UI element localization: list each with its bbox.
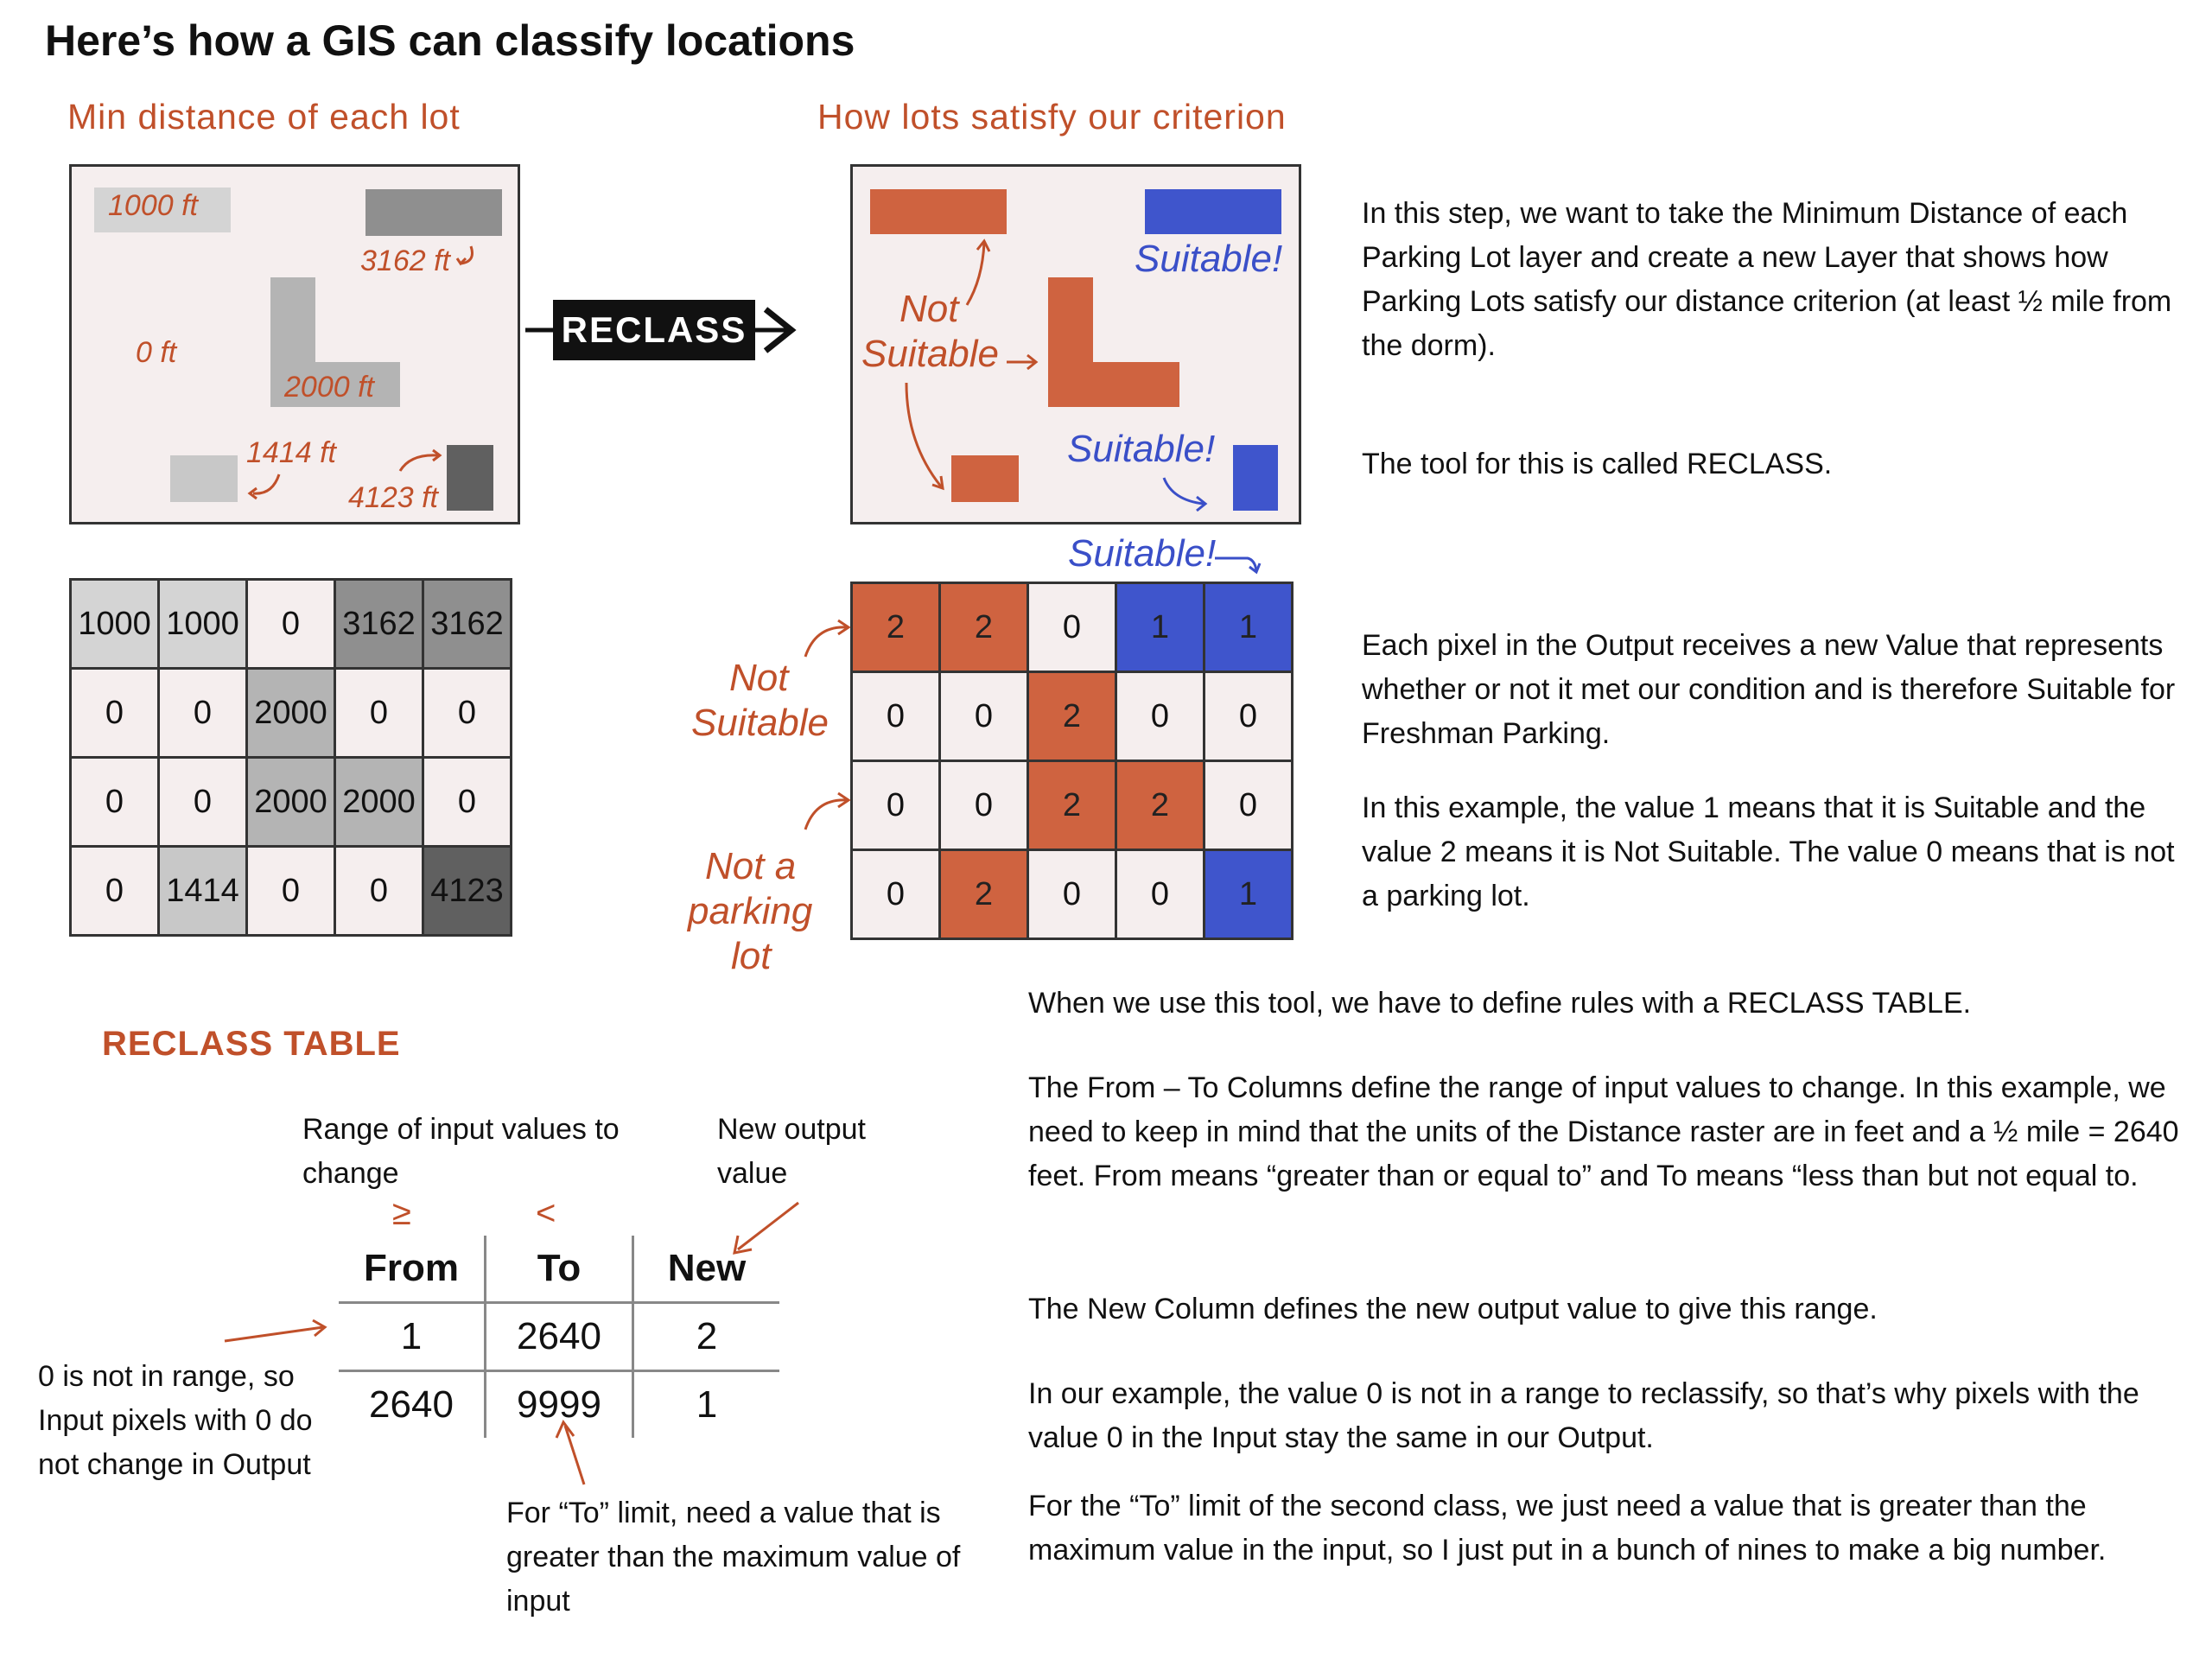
lot-1000-label: 1000 ft bbox=[108, 189, 198, 222]
input-grid-cell: 0 bbox=[247, 580, 335, 669]
output-grid-cell: 1 bbox=[1205, 850, 1293, 939]
input-grid bbox=[69, 578, 512, 937]
input-grid-cell: 1000 bbox=[71, 580, 159, 669]
input-grid-cell: 0 bbox=[159, 758, 247, 847]
input-grid-cell: 0 bbox=[71, 758, 159, 847]
new-output-note: New output value bbox=[717, 1113, 866, 1190]
output-grid-row bbox=[852, 583, 1293, 672]
header-to: To bbox=[486, 1236, 633, 1303]
output-grid-cell: 0 bbox=[852, 672, 940, 761]
lot-4123-label: 4123 ft bbox=[348, 481, 438, 514]
grid-not-label: Not bbox=[729, 657, 789, 699]
output-grid-cell: 0 bbox=[852, 761, 940, 850]
grid-parking-label: parking bbox=[688, 890, 813, 932]
lot-0-label: 0 ft bbox=[136, 336, 177, 369]
left-heading: Min distance of each lot bbox=[67, 97, 461, 137]
input-grid-cell: 0 bbox=[71, 669, 159, 758]
not-label: Not bbox=[899, 288, 959, 330]
output-grid-cell: 0 bbox=[1205, 672, 1293, 761]
output-grid-cell: 0 bbox=[1205, 761, 1293, 850]
input-grid-cell: 0 bbox=[423, 758, 512, 847]
suitable-label-top: Suitable! bbox=[1135, 238, 1283, 280]
output-grid-cell: 0 bbox=[852, 850, 940, 939]
paragraph-pixel: Each pixel in the Output receives a new Value that represents whether or not it met our condition and is therefore Suitable for Freshman Parking. bbox=[1362, 629, 2176, 750]
header-from: From bbox=[339, 1236, 486, 1303]
right-heading: How lots satisfy our criterion bbox=[817, 97, 1287, 137]
output-grid-row bbox=[852, 761, 1293, 850]
paragraph-new-column: The New Column defines the new output value to give this range. bbox=[1028, 1293, 1878, 1325]
lt-symbol: < bbox=[536, 1194, 556, 1232]
output-grid-cell: 0 bbox=[1116, 672, 1205, 761]
output-grid-cell: 0 bbox=[1028, 583, 1116, 672]
row2-from: 2640 bbox=[339, 1371, 486, 1439]
row1-from: 1 bbox=[339, 1303, 486, 1371]
input-grid-cell: 4123 bbox=[423, 847, 512, 936]
paragraph-tool: The tool for this is called RECLASS. bbox=[1362, 448, 1833, 480]
lot-1414-label: 1414 ft bbox=[246, 436, 336, 469]
grid-label-arrows bbox=[795, 613, 855, 838]
output-grid-cell: 2 bbox=[940, 850, 1028, 939]
lot-3162-label: 3162 ft bbox=[360, 245, 450, 277]
paragraph-to-limit: For the “To” limit of the second class, we just need a value that is greater than the maximum value in the input, so I just put in a bunch of nines to make a big number. bbox=[1028, 1490, 2107, 1567]
output-grid-cell: 1 bbox=[1205, 583, 1293, 672]
input-grid-row bbox=[71, 847, 512, 936]
row2-to: 9999 bbox=[486, 1371, 633, 1439]
reclass-button[interactable]: RECLASS bbox=[553, 300, 755, 360]
output-grid-cell: 0 bbox=[1028, 850, 1116, 939]
row1-new: 2 bbox=[633, 1303, 780, 1371]
output-grid-cell: 1 bbox=[1116, 583, 1205, 672]
input-grid-row bbox=[71, 669, 512, 758]
input-grid-cell: 0 bbox=[247, 847, 335, 936]
output-grid-cell: 2 bbox=[1116, 761, 1205, 850]
output-grid-cell: 0 bbox=[940, 761, 1028, 850]
suitable-label-mid: Suitable! bbox=[1067, 428, 1216, 470]
grid-lot-label: lot bbox=[731, 935, 772, 977]
suitable-word-label: Suitable bbox=[861, 333, 1000, 375]
output-grid-cell: 0 bbox=[940, 672, 1028, 761]
input-map-arrows bbox=[72, 167, 518, 522]
input-grid-cell: 2000 bbox=[247, 758, 335, 847]
output-grid-cell: 2 bbox=[852, 583, 940, 672]
grid-not-a-label: Not a bbox=[705, 845, 797, 887]
input-map-panel bbox=[69, 164, 520, 524]
to-limit-note: For “To” limit, need a value that is greater than the maximum value of input bbox=[506, 1497, 961, 1618]
reclass-table-heading: RECLASS TABLE bbox=[102, 1025, 401, 1063]
output-map-panel bbox=[850, 164, 1301, 524]
page-title: Here’s how a GIS can classify locations bbox=[45, 16, 855, 65]
input-grid-cell: 3162 bbox=[423, 580, 512, 669]
paragraph-rules: When we use this tool, we have to define rules with a RECLASS TABLE. bbox=[1028, 987, 1972, 1020]
row2-new: 1 bbox=[696, 1383, 718, 1426]
range-note: Range of input values to change bbox=[302, 1113, 620, 1190]
ge-symbol: ≥ bbox=[392, 1194, 411, 1232]
input-grid-row bbox=[71, 580, 512, 669]
input-grid-cell: 0 bbox=[335, 847, 423, 936]
input-grid-cell: 0 bbox=[423, 669, 512, 758]
input-grid-cell: 1000 bbox=[159, 580, 247, 669]
suitable-above-grid: Suitable! bbox=[1068, 532, 1217, 575]
input-grid-cell: 1414 bbox=[159, 847, 247, 936]
zero-note: 0 is not in range, so Input pixels with 0 do not change in Output bbox=[38, 1360, 313, 1481]
output-grid-row bbox=[852, 850, 1293, 939]
output-grid-cell: 2 bbox=[1028, 761, 1116, 850]
output-grid-cell: 0 bbox=[1116, 850, 1205, 939]
input-grid-cell: 2000 bbox=[247, 669, 335, 758]
input-grid-cell: 3162 bbox=[335, 580, 423, 669]
input-grid-row bbox=[71, 758, 512, 847]
output-grid bbox=[850, 582, 1294, 940]
input-grid-cell: 0 bbox=[335, 669, 423, 758]
paragraph-step: In this step, we want to take the Minimum Distance of each Parking Lot layer and create a new Layer that shows how Parking Lots satisfy our distance criterion (at least ½ mile from the dorm). bbox=[1362, 197, 2172, 362]
input-grid-cell: 2000 bbox=[335, 758, 423, 847]
lot-2000-label: 2000 ft bbox=[284, 371, 374, 404]
suitable-above-arrow bbox=[1213, 544, 1265, 579]
paragraph-values: In this example, the value 1 means that it is Suitable and the value 2 means it is Not Suitable. The value 0 means that is not a parking lot. bbox=[1362, 791, 2175, 912]
paragraph-zero: In our example, the value 0 is not in a range to reclassify, so that’s why pixels with the value 0 in the Input stay the same in our Output. bbox=[1028, 1377, 2139, 1454]
input-grid-cell: 0 bbox=[71, 847, 159, 936]
output-grid-cell: 2 bbox=[1028, 672, 1116, 761]
row1-to: 2640 bbox=[486, 1303, 633, 1371]
output-map-arrows bbox=[853, 167, 1299, 522]
output-grid-cell: 2 bbox=[940, 583, 1028, 672]
input-grid-cell: 0 bbox=[159, 669, 247, 758]
header-new: New bbox=[633, 1236, 780, 1303]
paragraph-from-to: The From – To Columns define the range of input values to change. In this example, we need to keep in mind that the units of the Distance raster are in feet and a ½ mile = 2640 feet. From means “greater than or equal to” and To means “less than but not equal to. bbox=[1028, 1071, 2179, 1192]
output-grid-row bbox=[852, 672, 1293, 761]
grid-suitable-label: Suitable bbox=[691, 702, 830, 744]
